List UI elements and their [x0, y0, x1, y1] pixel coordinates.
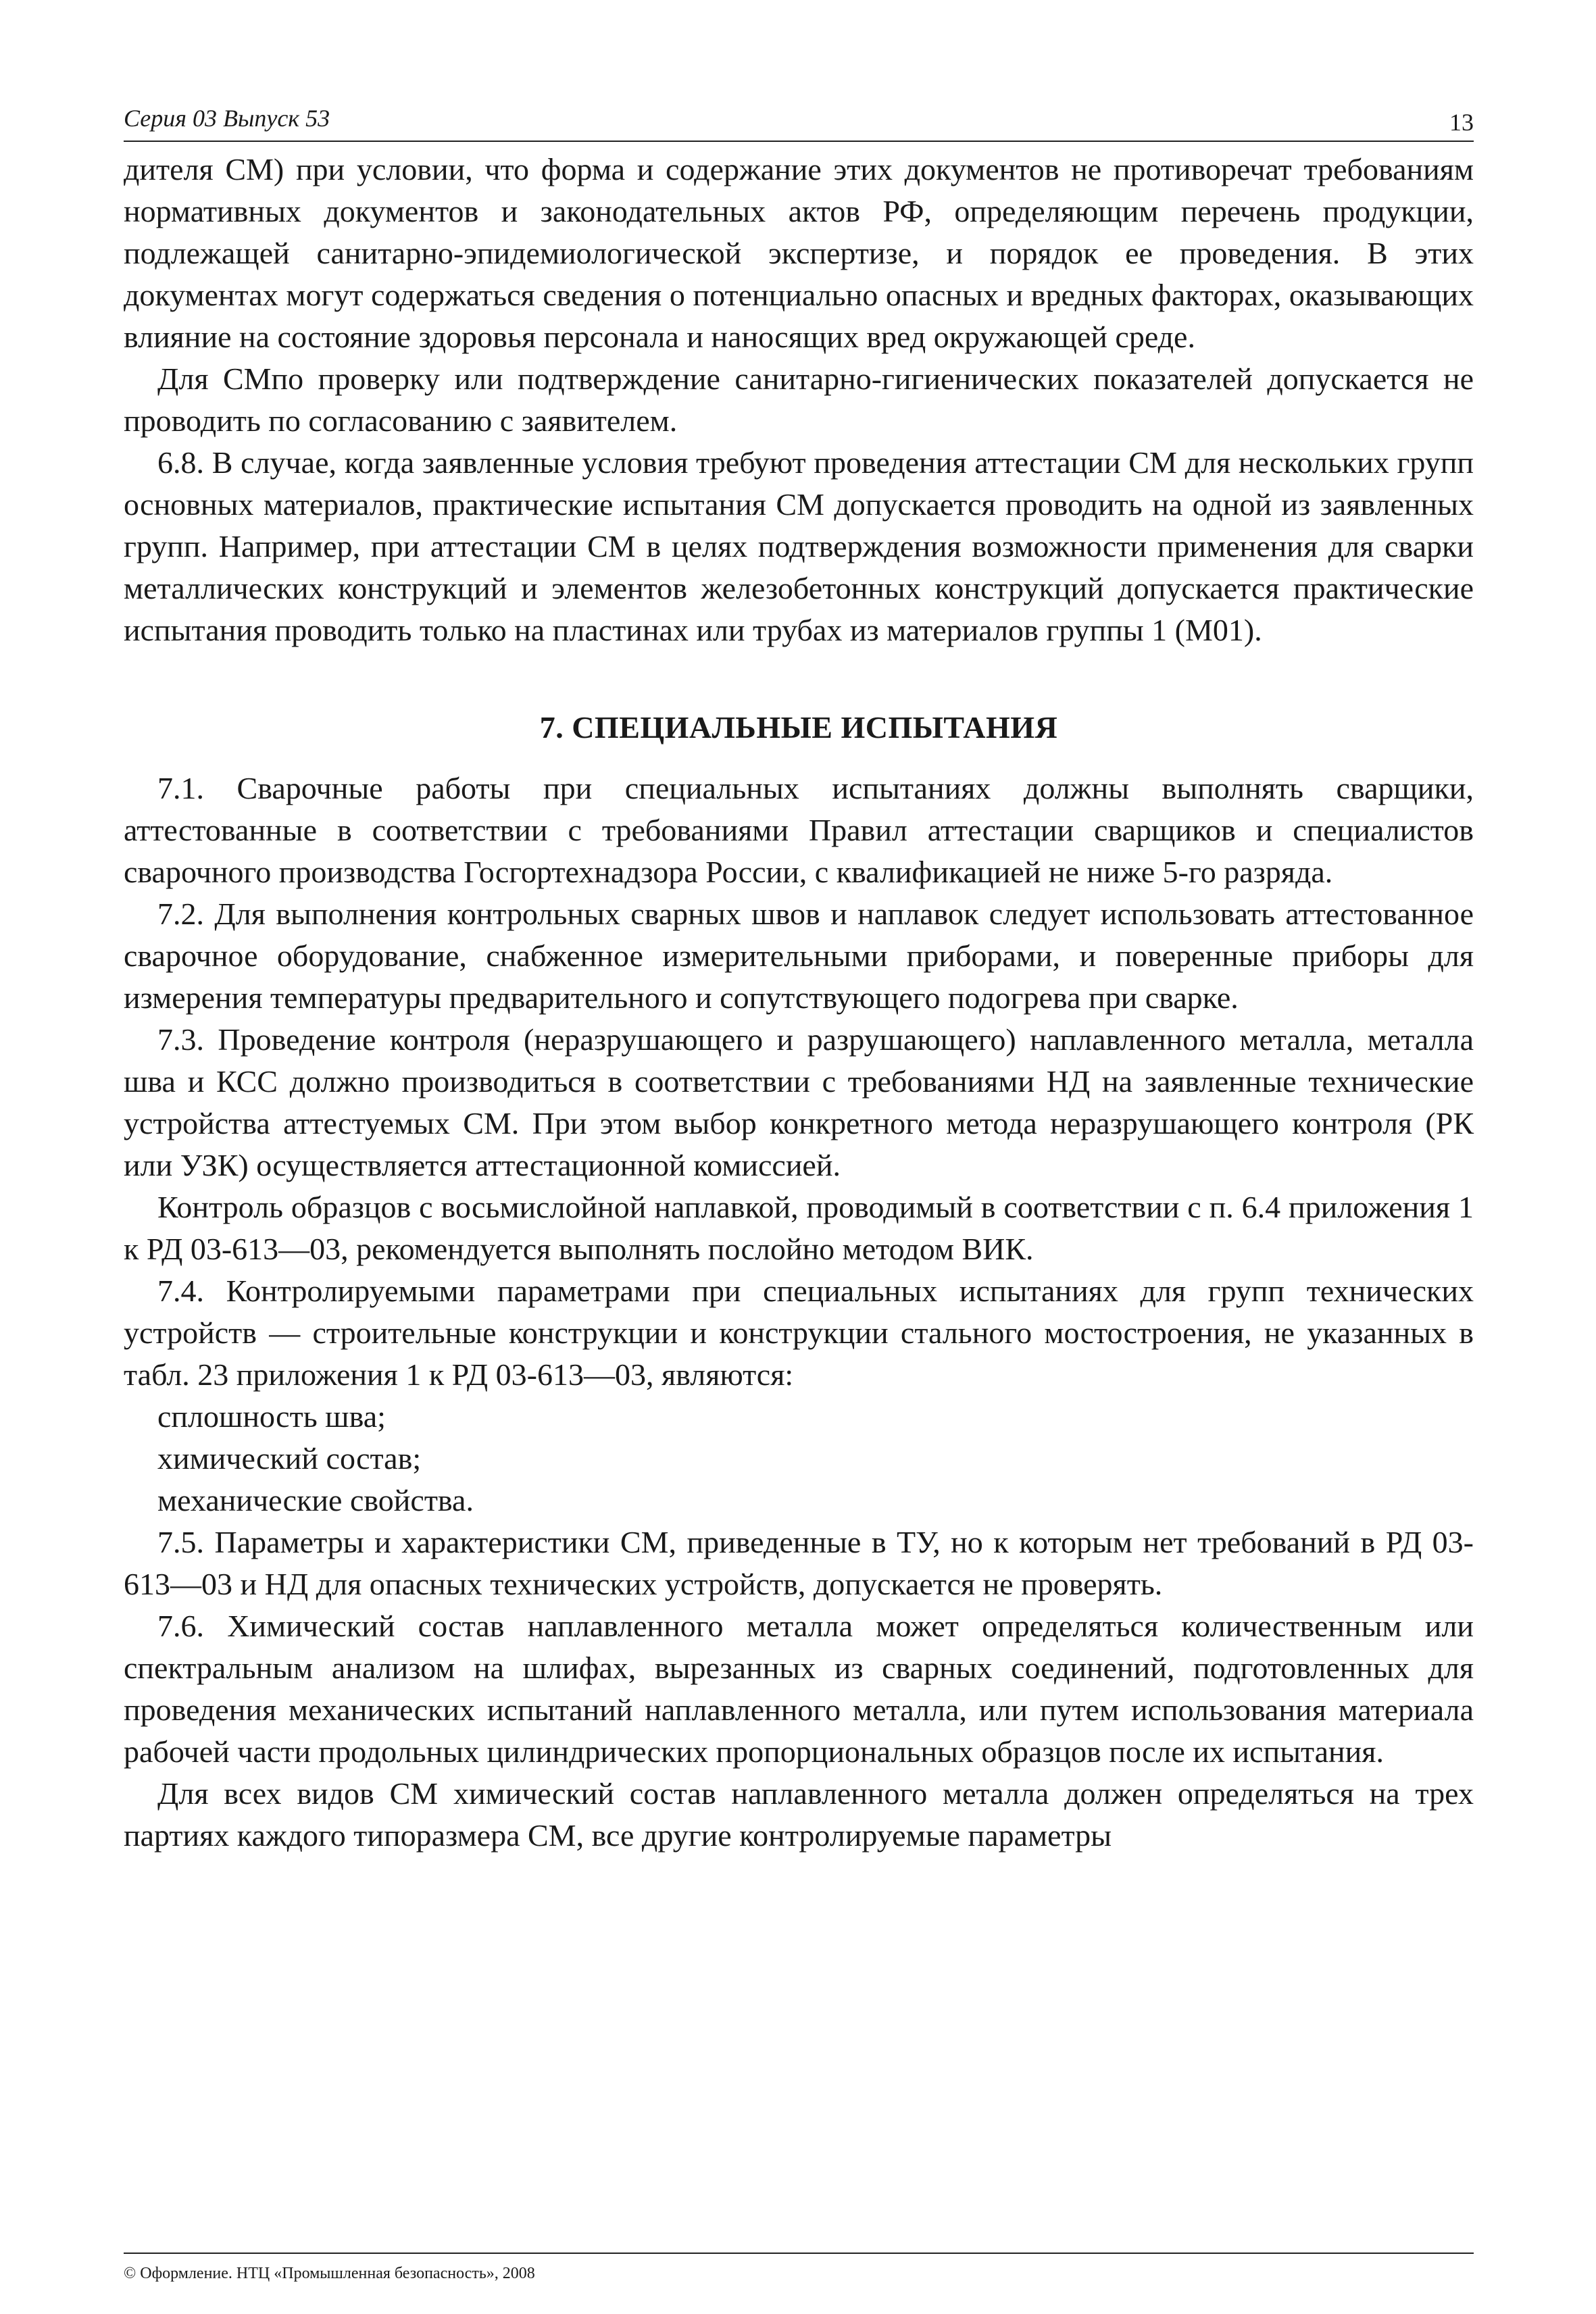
paragraph: 7.2. Для выполнения контрольных сварных швов и наплавок следует использовать аттестованное сварочное оборудование, снабженное измерительными приборами, и поверенные приборы для измерения температуры предварительного и сопутствующего подогрева при сварке.: [124, 897, 1474, 1015]
page-number: 13: [1449, 109, 1474, 136]
document-body: [124, 149, 1474, 1857]
list-item: механические свойства.: [157, 1483, 474, 1517]
paragraph: дителя СМ) при условии, что форма и содержание этих документов не противоречат требованиям нормативных документов и законодательных актов РФ, определяющим перечень продукции, подлежащей санитарно-эпидемиологической экспертизе, и порядок ее проведения. В этих документах могут содержаться сведения о потенциально опасных и вредных факторах, оказывающих влияние на состояние здоровья персонала и наносящих вред окружающей среде.: [124, 152, 1474, 354]
paragraph: 7.6. Химический состав наплавленного металла может определяться количественным или спектральным анализом на шлифах, вырезанных из сварных соединений, подготовленных для проведения механических испытаний наплавленного металла, или путем использования материала рабочей части продольных цилиндрических пропорциональных образцов после их испытания.: [124, 1609, 1474, 1769]
paragraph: Для СМпо проверку или подтверждение санитарно-гигиенических показателей допускается не проводить по согласованию с заявителем.: [124, 361, 1474, 438]
list-item: сплошность шва;: [157, 1399, 386, 1434]
paragraph: 7.3. Проведение контроля (неразрушающего и разрушающего) наплавленного металла, металла шва и КСС должно производиться в соответствии с требованиями НД на заявленные технические устройства аттестуемых СМ. При этом выбор конкретного метода неразрушающего контроля (РК или УЗК) осуществляется аттестационной комиссией.: [124, 1022, 1474, 1182]
document-page: [124, 101, 1474, 2284]
paragraph: 6.8. В случае, когда заявленные условия требуют проведения аттестации СМ для нескольких групп основных материалов, практические испытания СМ допускается проводить на одной из заявленных групп. Например, при аттестации СМ в целях подтверждения возможности применения для сварки металлических конструкций и элементов железобетонных конструкций допускается практические испытания проводить только на пластинах или трубах из материалов группы 1 (М01).: [124, 445, 1474, 647]
paragraph: 7.1. Сварочные работы при специальных испытаниях должны выполнять сварщики, аттестованные в соответствии с требованиями Правил аттестации сварщиков и специалистов сварочного производства Госгортехнадзора России, с квалификацией не ниже 5-го разряда.: [124, 771, 1474, 889]
copyright-text: © Оформление. НТЦ «Промышленная безопасность», 2008: [124, 2265, 535, 2282]
paragraph: 7.5. Параметры и характеристики СМ, приведенные в ТУ, но к которым нет требований в РД 03-613—03 и НД для опасных технических устройств, допускается не проверять.: [124, 1525, 1474, 1601]
list-item: химический состав;: [157, 1441, 422, 1476]
paragraph: Для всех видов СМ химический состав наплавленного металла должен определяться на трех партиях каждого типоразмера СМ, все другие контролируемые параметры: [124, 1776, 1474, 1853]
section-heading: 7. СПЕЦИАЛЬНЫЕ ИСПЫТАНИЯ: [539, 710, 1058, 745]
page-footer: [124, 2253, 1474, 2284]
paragraph: Контроль образцов с восьмислойной наплавкой, проводимый в соответствии с п. 6.4 приложения 1 к РД 03-613—03, рекомендуется выполнять послойно методом ВИК.: [124, 1190, 1474, 1266]
series-label: Серия 03 Выпуск 53: [124, 105, 330, 132]
running-header: [124, 101, 1474, 142]
paragraph: 7.4. Контролируемыми параметрами при специальных испытаниях для групп технических устройств — строительные конструкции и конструкции стального мостостроения, не указанных в табл. 23 приложения 1 к РД 03-613—03, являются:: [124, 1274, 1474, 1392]
